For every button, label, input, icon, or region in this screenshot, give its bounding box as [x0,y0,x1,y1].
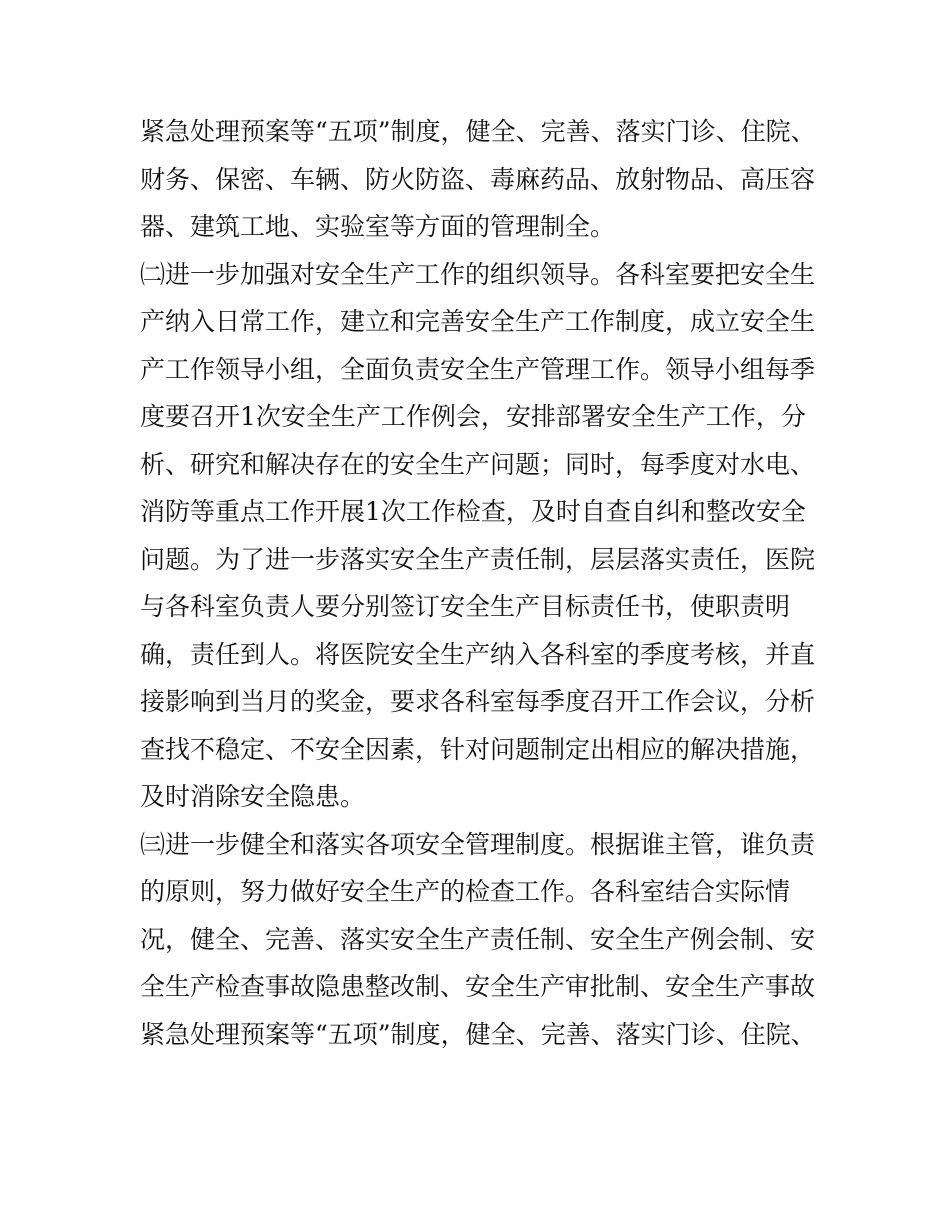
text-line: 产纳入日常工作，建立和完善安全生产工作制度，成立安全生 [140,307,816,336]
text-line: 况，健全、完善、落实安全生产责任制、安全生产例会制、安 [140,924,816,954]
text-line: 财务、保密、车辆、防火防盗、毒麻药品、放射物品、高压容 [140,164,816,194]
text-line: 析、研究和解决存在的安全生产问题；同时，每季度对水电、 [140,449,816,479]
text-line: 与各科室负责人要分别签订安全生产目标责任书，使职责明 [140,592,791,621]
section-heading-line: ㈢进一步健全和落实各项安全管理制度。根据谁主管，谁负责 [140,829,816,859]
text-line: 紧急处理预案等“五项”制度，健全、完善、落实门诊、住院、 [140,1019,816,1049]
text-line: 确，责任到人。将医院安全生产纳入各科室的季度考核，并直 [140,639,816,669]
text-line: 器、建筑工地、实验室等方面的管理制全。 [140,212,616,241]
body-text [140,108,820,1058]
section-heading-line: ㈡进一步加强对安全生产工作的组织领导。各科室要把安全生 [140,259,816,289]
text-line: 紧急处理预案等“五项”制度，健全、完善、落实门诊、住院、 [140,117,816,146]
text-line: 的原则，努力做好安全生产的检查工作。各科室结合实际情 [140,877,791,906]
text-line: 问题。为了进一步落实安全生产责任制，层层落实责任，医院 [140,544,816,574]
text-line: 查找不稳定、不安全因素，针对问题制定出相应的解决措施， [140,734,816,764]
text-line: 消防等重点工作开展1次工作检查，及时自查自纠和整改安全 [140,497,806,526]
text-line: 全生产检查事故隐患整改制、安全生产审批制、安全生产事故 [140,972,816,1001]
text-line: 及时消除安全隐患。 [140,782,366,811]
text-line: 产工作领导小组，全面负责安全生产管理工作。领导小组每季 [140,354,816,384]
text-line: 接影响到当月的奖金，要求各科室每季度召开工作会议，分析 [140,687,816,716]
text-line: 度要召开1次安全生产工作例会，安排部署安全生产工作，分 [140,402,806,431]
